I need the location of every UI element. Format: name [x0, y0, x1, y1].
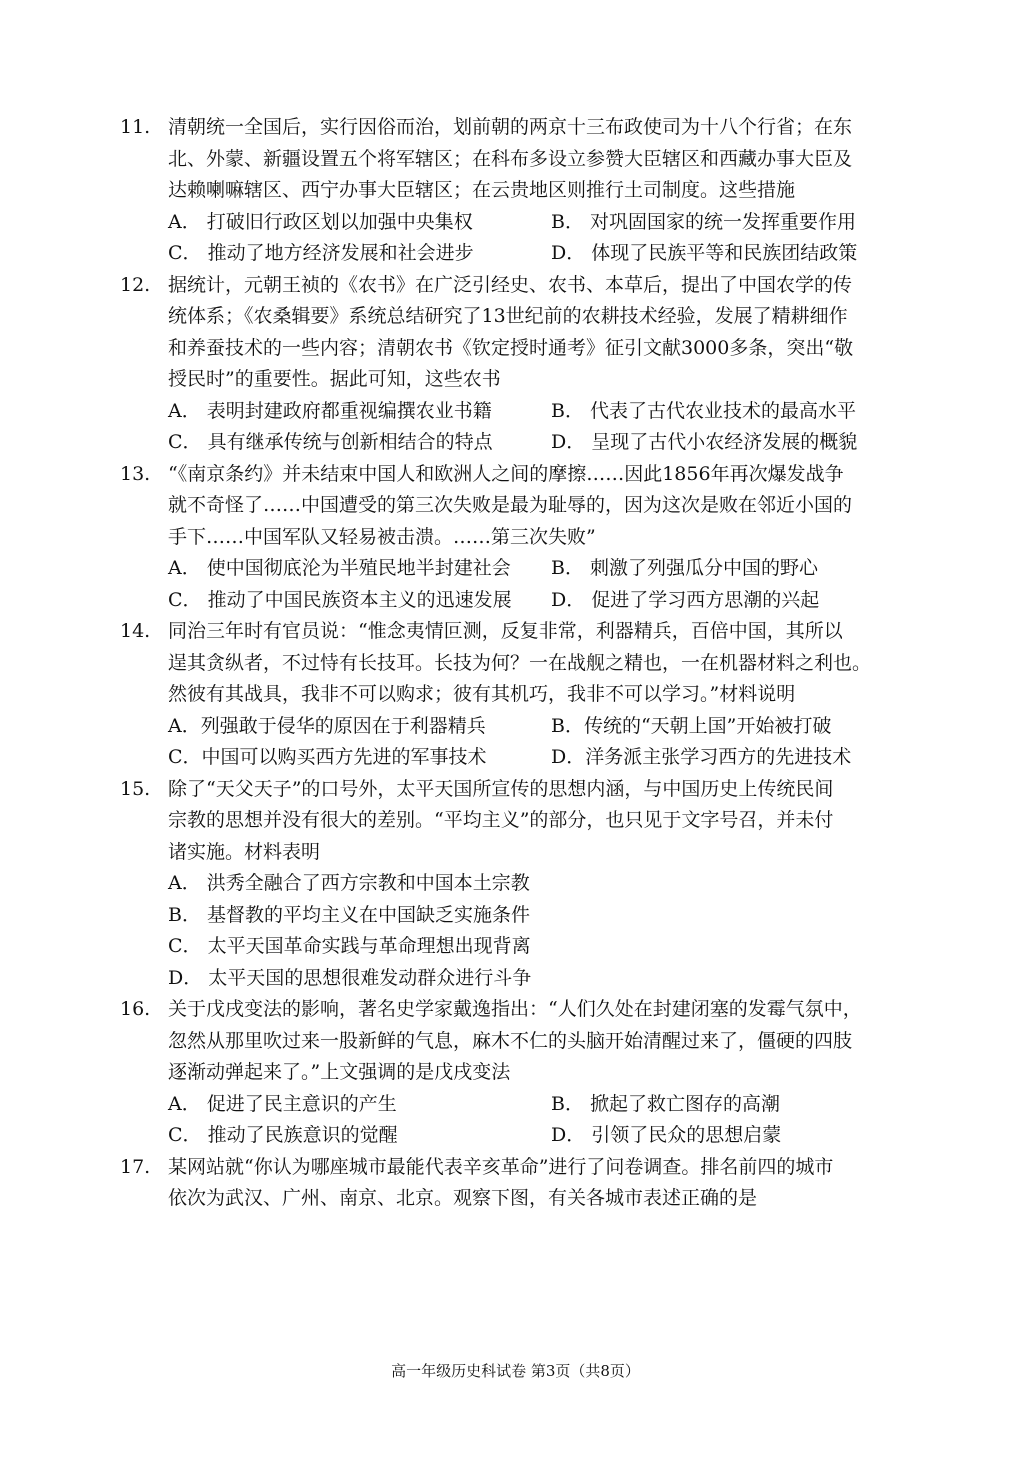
option-b[interactable]: B． 代表了古代农业技术的最高水平	[551, 399, 857, 422]
question-text-line: 逐渐动弹起来了。”上文强调的是戊戌变法	[168, 1061, 511, 1083]
answer-options	[120, 1089, 920, 1152]
question-stem	[120, 616, 920, 648]
question-stem	[120, 774, 920, 806]
question-text-line: 关于戊戌变法的影响，著名史学家戴逸指出：“人们久处在封建闭塞的发霉气氛中，	[168, 998, 862, 1020]
question-text-line: 逞其贪纵者，不过恃有长技耳。长技为何？一在战舰之精也，一在机器材料之利也。	[168, 651, 872, 674]
question-text-line: 然彼有其战具，我非不可以购求；彼有其机巧，我非不可以学习。”材料说明	[168, 683, 796, 705]
question-text-line: 依次为武汉、广州、南京、北京。观察下图，有关各城市表述正确的是	[168, 1187, 758, 1209]
answer-options	[120, 868, 920, 994]
question-text-line: 某网站就“你认为哪座城市最能代表辛亥革命”进行了问卷调查。排名前四的城市	[168, 1155, 834, 1178]
option-a[interactable]: A． 打破旧行政区划以加强中央集权	[168, 210, 473, 233]
option-b[interactable]: B． 基督教的平均主义在中国缺乏实施条件	[168, 903, 531, 926]
option-b[interactable]: B． 掀起了救亡图存的高潮	[551, 1092, 781, 1115]
question-17	[120, 1152, 920, 1215]
option-c[interactable]: C． 推动了地方经济发展和社会进步	[168, 242, 474, 264]
option-d[interactable]: D． 促进了学习西方思潮的兴起	[551, 588, 820, 611]
question-number: 15.	[120, 777, 151, 800]
question-text-line: 忽然从那里吹过来一股新鲜的气息，麻木不仁的头脑开始清醒过来了，僵硬的四肢	[168, 1029, 853, 1052]
question-number: 12.	[120, 273, 151, 296]
question-15	[120, 774, 920, 995]
question-stem	[120, 270, 920, 302]
answer-options	[120, 207, 920, 270]
question-12	[120, 270, 920, 459]
question-stem	[120, 1152, 920, 1184]
option-c[interactable]: C． 太平天国革命实践与革命理想出现背离	[168, 935, 531, 957]
question-13	[120, 459, 920, 617]
question-text-line: 授民时”的重要性。据此可知，这些农书	[168, 368, 501, 390]
option-b[interactable]: B． 刺激了列强瓜分中国的野心	[551, 557, 819, 579]
question-list	[120, 112, 920, 1215]
question-text-line: 北、外蒙、新疆设置五个将军辖区；在科布多设立参赞大臣辖区和西藏办事大臣及	[168, 147, 853, 170]
question-11	[120, 112, 920, 270]
question-text-line: “《南京条约》并未结束中国人和欧洲人之间的摩擦……因此1856年再次爆发战争	[168, 462, 844, 485]
question-number: 14.	[120, 620, 151, 642]
option-d[interactable]: D．洋务派主张学习西方的先进技术	[551, 746, 852, 768]
page-footer: 高一年级历史科试卷 第3页（共8页）	[391, 1362, 640, 1380]
question-number: 16.	[120, 998, 151, 1020]
option-c[interactable]: C． 推动了中国民族资本主义的迅速发展	[168, 588, 512, 611]
option-d[interactable]: D． 太平天国的思想很难发动群众进行斗争	[168, 966, 532, 989]
question-text-line: 清朝统一全国后，实行因俗而治，划前朝的两京十三布政使司为十八个行省；在东	[168, 116, 853, 138]
question-stem	[120, 112, 920, 144]
question-text-line: 达赖喇嘛辖区、西宁办事大臣辖区；在云贵地区则推行土司制度。这些措施	[168, 179, 796, 201]
option-b[interactable]: B．传统的“天朝上国”开始被打破	[551, 714, 832, 737]
option-a[interactable]: A． 洪秀全融合了西方宗教和中国本土宗教	[168, 872, 530, 894]
answer-options	[120, 396, 920, 459]
option-a[interactable]: A． 促进了民主意识的产生	[168, 1092, 397, 1115]
question-text-line: 统体系；《农桑辑要》系统总结研究了13世纪前的农耕技术经验，发展了精耕细作	[168, 305, 848, 327]
question-number: 11.	[120, 116, 151, 138]
option-a[interactable]: A．列强敢于侵华的原因在于利器精兵	[168, 714, 486, 737]
option-c[interactable]: C． 具有继承传统与创新相结合的特点	[168, 431, 493, 453]
answer-options	[120, 711, 920, 774]
question-16	[120, 994, 920, 1152]
question-text-line: 就不奇怪了……中国遭受的第三次失败是最为耻辱的，因为这次是败在邻近小国的	[168, 494, 853, 516]
question-text-line: 同治三年时有官员说：“惟念夷情叵测，反复非常，利器精兵，百倍中国，其所以	[168, 620, 843, 642]
question-number: 13.	[120, 462, 151, 485]
option-c[interactable]: C． 推动了民族意识的觉醒	[168, 1124, 398, 1146]
question-stem	[120, 994, 920, 1026]
answer-options	[120, 553, 920, 616]
question-14	[120, 616, 920, 774]
option-a[interactable]: A． 使中国彻底沦为半殖民地半封建社会	[168, 557, 511, 579]
question-text-line: 除了“天父天子”的口号外，太平天国所宣传的思想内涵，与中国历史上传统民间	[168, 777, 834, 800]
option-d[interactable]: D． 引领了民众的思想启蒙	[551, 1124, 782, 1146]
question-text-line: 诸实施。材料表明	[168, 840, 321, 863]
question-text-line: 和养蚕技术的一些内容；清朝农书《钦定授时通考》征引文献3000多条，突出“敬	[168, 336, 854, 359]
question-stem	[120, 459, 920, 491]
question-number: 17.	[120, 1155, 151, 1178]
question-text-line: 手下……中国军队又轻易被击溃。……第三次失败”	[168, 525, 596, 548]
option-c[interactable]: C．中国可以购买西方先进的军事技术	[168, 746, 487, 768]
question-text-line: 宗教的思想并没有很大的差别。“平均主义”的部分，也只见于文字号召，并未付	[168, 809, 834, 831]
option-b[interactable]: B． 对巩固国家的统一发挥重要作用	[551, 210, 857, 233]
option-d[interactable]: D． 体现了民族平等和民族团结政策	[551, 242, 858, 264]
option-a[interactable]: A． 表明封建政府都重视编撰农业书籍	[168, 399, 492, 422]
question-text-line: 据统计，元朝王祯的《农书》在广泛引经史、农书、本草后，提出了中国农学的传	[168, 273, 853, 296]
option-d[interactable]: D． 呈现了古代小农经济发展的概貌	[551, 431, 858, 453]
